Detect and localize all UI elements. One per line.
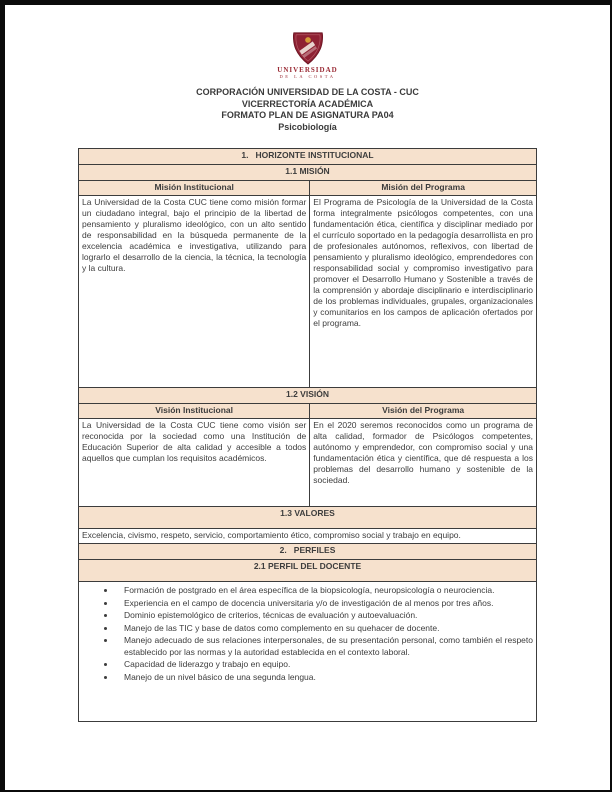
valores-text: Excelencia, civismo, respeto, servicio, comportamiento ético, compromiso social y trabajo en equipo. — [79, 529, 537, 544]
section-perfiles-title: 2. PERFILES — [79, 544, 537, 560]
vision-body-row — [79, 419, 537, 507]
vision-institucional-text: La Universidad de la Costa CUC tiene como visión ser reconocida por la sociedad como una Institución de Educación Superior de alta calidad y accesible a todos aquellos que cumplan los requisitos académicos. — [79, 419, 310, 507]
valores-body-row — [79, 529, 537, 544]
vision-header-row — [79, 388, 537, 404]
document-page — [5, 5, 610, 790]
title-institution: CORPORACIÓN UNIVERSIDAD DE LA COSTA - CUC — [196, 87, 419, 97]
perfil-item: • Dominio epistemológico de criterios, técnicas de evaluación y autoevaluación. — [116, 610, 533, 622]
vision-columns-row — [79, 404, 537, 419]
vision-programa-text: En el 2020 seremos reconocidos como un programa de alta calidad, formador de Psicólogos competentes, autónomo y emprendedor, con compromiso social y una fundamentación ética y científica, que dé respuesta a los problemas del desarrollo humano y sostenible de la sociedad. — [310, 419, 537, 507]
perfil-docente-body-row — [79, 582, 537, 722]
university-logo — [5, 31, 610, 80]
perfil-item: • Experiencia en el campo de docencia universitaria y/o de investigación de al menos por tres años. — [116, 598, 533, 610]
vision-title: 1.2 VISIÓN — [79, 388, 537, 404]
section-perfiles-row — [79, 544, 537, 560]
perfil-docente-title: 2.1 PERFIL DEL DOCENTE — [79, 560, 537, 582]
university-shield-icon — [289, 31, 327, 65]
perfil-item: • Formación de postgrado en el área específica de la biopsicología, neuropsicología o neurociencia. — [116, 585, 533, 597]
mision-columns-row — [79, 181, 537, 196]
vision-programa-header: Visión del Programa — [310, 404, 537, 419]
mision-header-row — [79, 165, 537, 181]
vision-institucional-header: Visión Institucional — [79, 404, 310, 419]
valores-title: 1.3 VALORES — [79, 507, 537, 529]
mision-title: 1.1 MISIÓN — [79, 165, 537, 181]
logo-university-text: UNIVERSIDAD — [277, 66, 338, 74]
section-horizonte-title: 1. HORIZONTE INSTITUCIONAL — [79, 149, 537, 165]
mision-institucional-text: La Universidad de la Costa CUC tiene como misión formar un ciudadano integral, bajo el principio de la libertad de pensamiento y pluralismo ideológico, con un alto sentido de responsabilidad en la búsqueda permanente de la excelencia académica e investigativa, utilizando para lograrlo el desarrollo de la ciencia, la técnica, la tecnología y la cultura. — [79, 196, 310, 388]
mision-institucional-header: Misión Institucional — [79, 181, 310, 196]
perfil-item: • Manejo de un nivel básico de una segunda lengua. — [116, 672, 533, 684]
perfil-docente-list — [82, 585, 533, 683]
title-vicerrectoria: VICERRECTORÍA ACADÉMICA — [241, 98, 374, 109]
title-formato: FORMATO PLAN DE ASIGNATURA PA04 — [221, 110, 394, 120]
section-horizonte-row — [79, 149, 537, 165]
mision-programa-text: El Programa de Psicología de la Universidad de la Costa forma integralmente psicólogos competentes, con una fundamentación ética, científica y disciplinar mediado por el currículo soportado en la pedagogía desarrollista en pro de profesionales autónomos, reflexivos, con libertad de pensamiento y pluralismo ideológico, emprendedores con responsabilidad social y compromiso investigativo para promover el Desarrollo Humano y Sostenible a través de la comprensión y abordaje disciplinario e interdisciplinario de los problemas individuales, grupales, organizacionales y comunitarios en los campos de aplicación ofertados por el programa. — [310, 196, 537, 388]
perfil-docente-list-cell — [79, 582, 537, 722]
document-title-block — [5, 87, 610, 133]
valores-header-row — [79, 507, 537, 529]
mision-programa-header: Misión del Programa — [310, 181, 537, 196]
mision-body-row — [79, 196, 537, 388]
perfil-item: • Capacidad de liderazgo y trabajo en equipo. — [116, 659, 533, 671]
perfil-docente-header-row — [79, 560, 537, 582]
perfil-item: • Manejo adecuado de sus relaciones interpersonales, de su presentación personal, como también el respeto establecido por las normas y la autoridad establecida en el contexto laboral. — [116, 635, 533, 658]
title-asignatura: Psicobiología — [278, 121, 337, 132]
logo-costa-text: DE LA COSTA — [279, 74, 336, 79]
plan-asignatura-table — [78, 148, 537, 722]
perfil-item: • Manejo de las TIC y base de datos como complemento en su quehacer de docente. — [116, 623, 533, 635]
